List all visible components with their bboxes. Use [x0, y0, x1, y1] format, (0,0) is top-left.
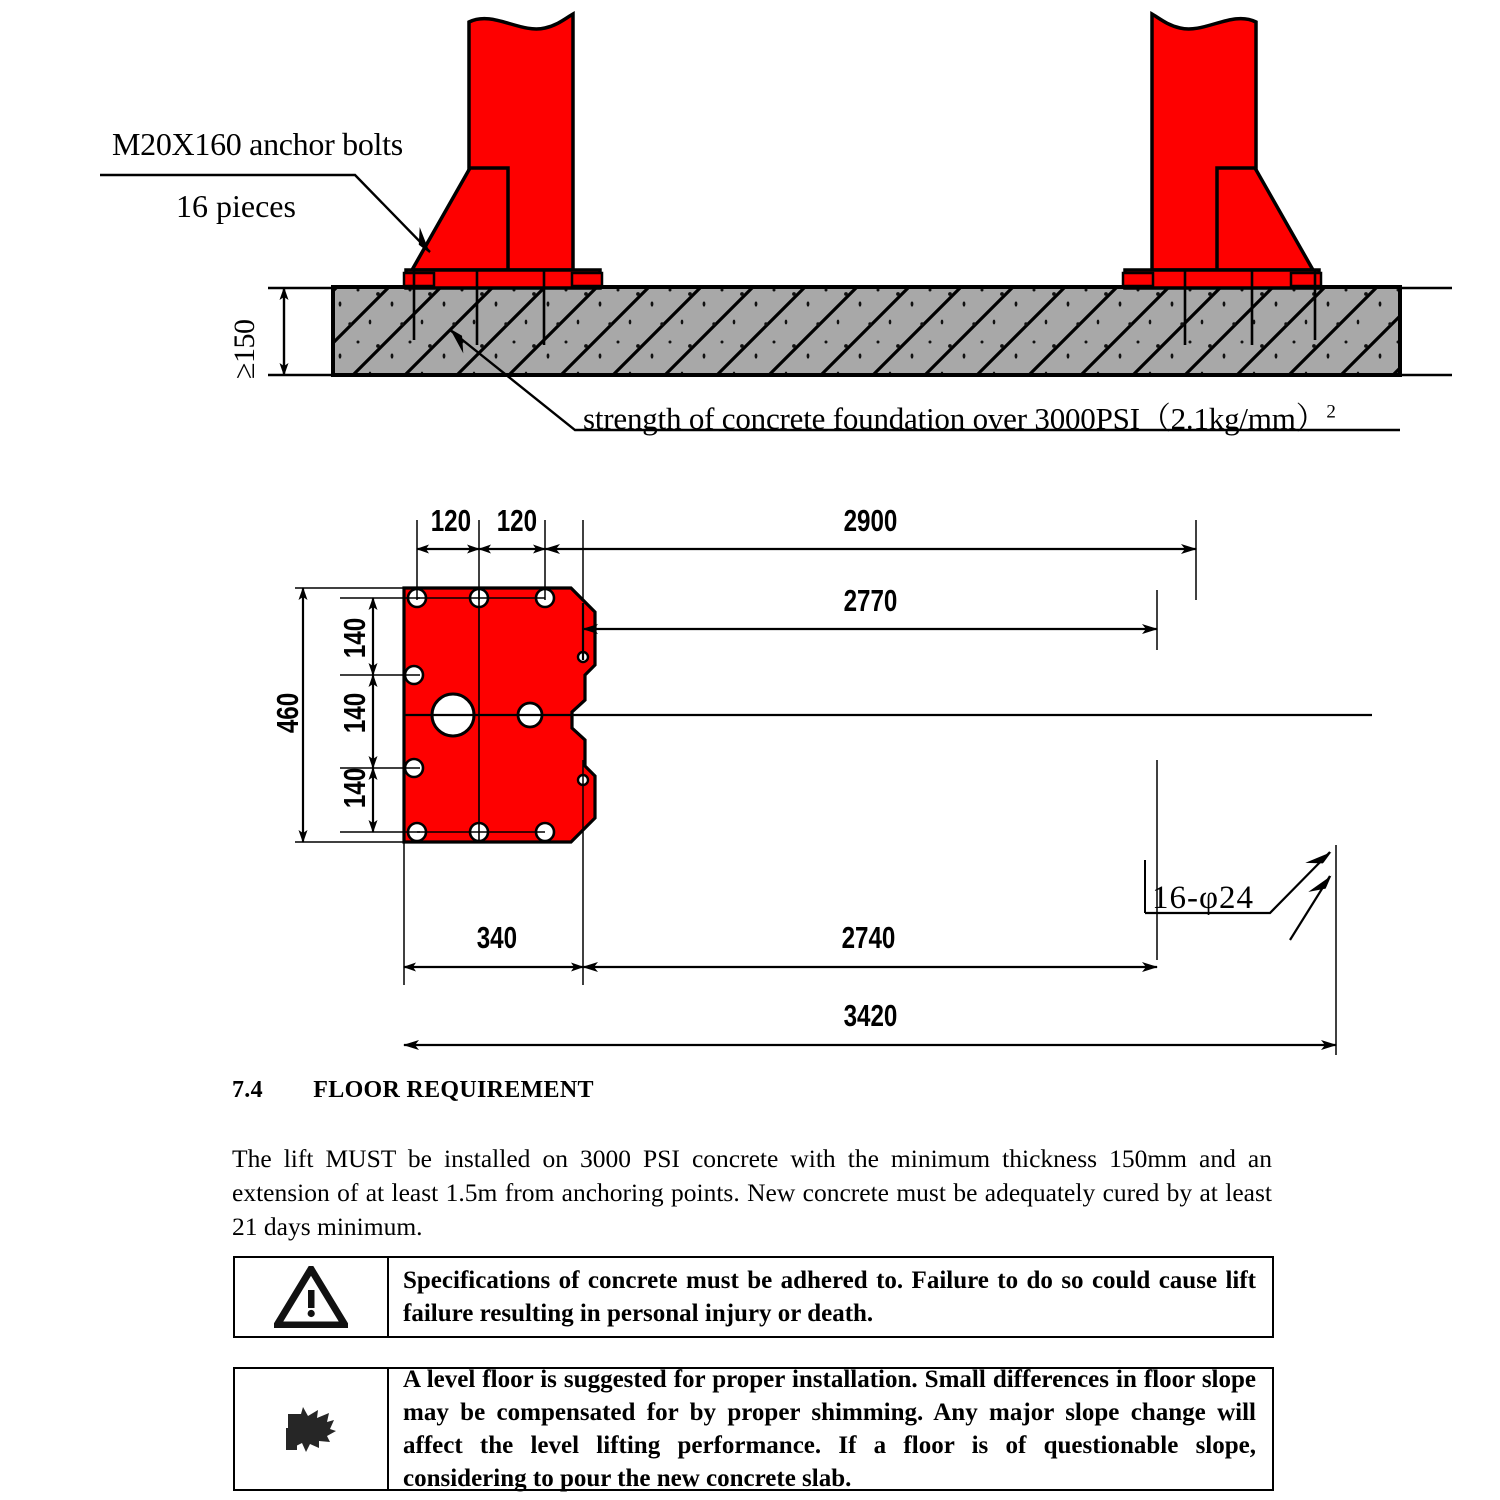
anchor-bolt-label-line1: M20X160 anchor bolts: [112, 126, 403, 162]
right-column-assembly: [1123, 14, 1321, 288]
dimension-2900: 2900: [843, 503, 898, 538]
floor-requirement-section: [232, 1077, 1272, 1244]
concrete-strength-label: [583, 393, 1336, 438]
concrete-strength-text: strength of concrete foundation over 3000PSI（2.1kg/mm）: [583, 401, 1327, 436]
warning-notice-box: [233, 1256, 1274, 1338]
dimension-460: 460: [270, 692, 305, 734]
elevation-view: [100, 14, 1452, 430]
dimension-120-b: 120: [496, 503, 538, 538]
left-column-assembly: [404, 14, 602, 288]
slab-thickness-label: ≥150: [228, 319, 261, 379]
pointing-hand-icon-cell: [235, 1369, 389, 1489]
warning-text-cell: [389, 1258, 1272, 1336]
level-floor-notice-box: [233, 1367, 1274, 1491]
warning-notice-text: Specifications of concrete must be adhered to. Failure to do so could cause lift failure resulting in personal injury or death.: [403, 1267, 1256, 1327]
dimension-140-a: 140: [337, 617, 372, 659]
level-floor-notice-text: A level floor is suggested for proper installation. Small differences in floor slope may be compensated for by proper shimming. Any major slope change will affect the level lifting performance. If a floor is of questionable slope, considering to pour the new concrete slab.: [403, 1366, 1256, 1492]
anchor-hole-callout: 16-φ24: [1152, 880, 1255, 916]
floor-requirement-paragraph: The lift MUST be installed on 3000 PSI concrete with the minimum thickness 150mm and an extension of at least 1.5m from anchoring points. New concrete must be adequately cured by at least 21 days minimum.: [232, 1144, 1272, 1242]
dimension-3420: 3420: [843, 998, 898, 1033]
pointing-hand-icon: [272, 1398, 350, 1460]
dimension-120-a: 120: [430, 503, 472, 538]
dimension-2770: 2770: [843, 583, 898, 618]
plan-view: [295, 520, 1500, 1055]
warning-icon-cell: [235, 1258, 389, 1336]
dimension-2740: 2740: [841, 920, 896, 955]
anchor-bolt-label-line2: 16 pieces: [176, 188, 296, 224]
dimension-140-b: 140: [337, 692, 372, 734]
dimension-340: 340: [476, 920, 518, 955]
level-floor-text-cell: [389, 1366, 1272, 1492]
concrete-slab: [333, 287, 1400, 375]
concrete-strength-exponent: 2: [1326, 401, 1336, 423]
dimension-140-c: 140: [337, 767, 372, 809]
section-heading: 7.4 FLOOR REQUIREMENT: [232, 1077, 594, 1103]
warning-triangle-icon: [274, 1266, 348, 1328]
